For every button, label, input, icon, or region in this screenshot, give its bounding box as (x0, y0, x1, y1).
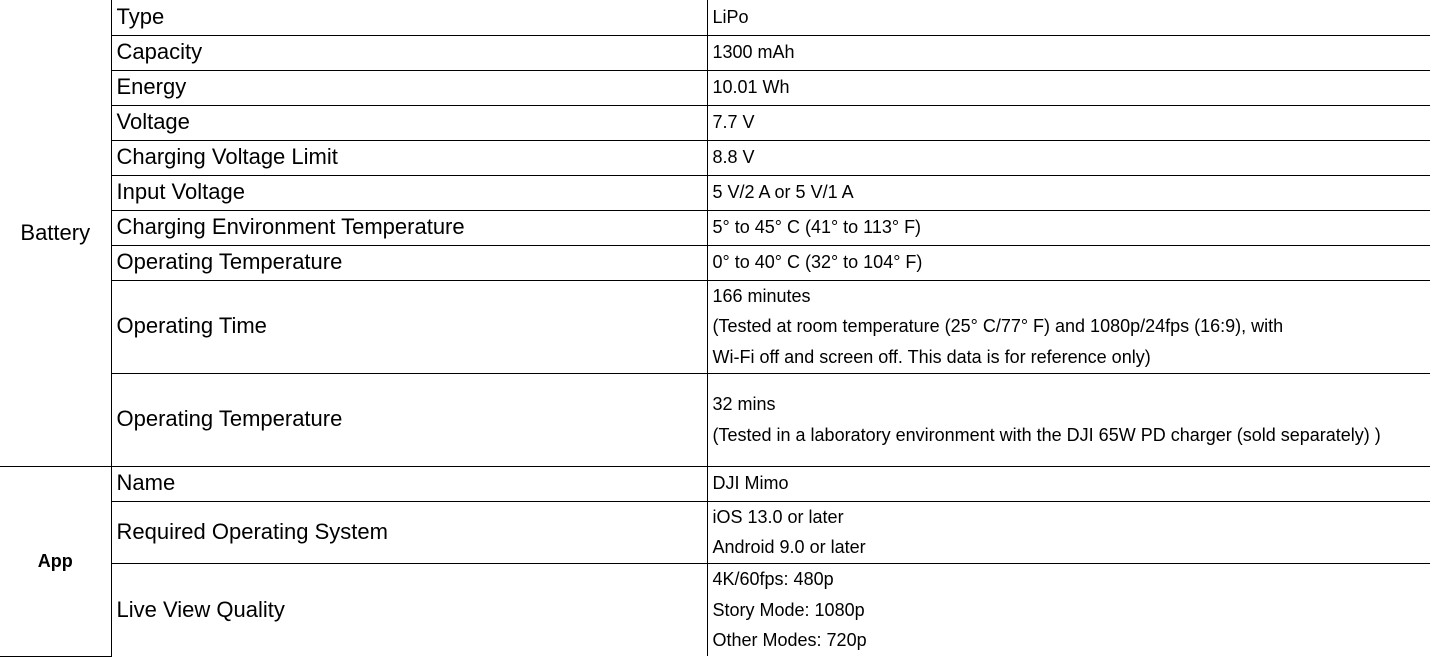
value-line: (Tested at room temperature (25° C/77° F) and 1080p/24fps (16:9), with (713, 311, 1430, 342)
spec-label-name: Name (111, 466, 707, 501)
spec-value-live-view-quality (707, 563, 1430, 656)
spec-value-capacity: 1300 mAh (707, 35, 1430, 70)
table-row (0, 466, 1430, 501)
battery-group-label: Battery (0, 0, 111, 466)
spec-label-required-operating-system: Required Operating System (111, 501, 707, 563)
spec-label-live-view-quality: Live View Quality (111, 563, 707, 656)
spec-label-charging-voltage-limit: Charging Voltage Limit (111, 140, 707, 175)
value-line: 4K/60fps: 480p (713, 564, 1430, 595)
table-row (0, 70, 1430, 105)
spec-value-input-voltage: 5 V/2 A or 5 V/1 A (707, 175, 1430, 210)
spec-label-type: Type (111, 0, 707, 35)
value-line: iOS 13.0 or later (713, 502, 1430, 533)
spec-value-operating-temperature: 0° to 40° C (32° to 104° F) (707, 245, 1430, 280)
value-line: Other Modes: 720p (713, 625, 1430, 656)
app-group-label: App (0, 466, 111, 656)
spec-label-input-voltage: Input Voltage (111, 175, 707, 210)
spec-value-operating-time (707, 280, 1430, 373)
spec-value-type: LiPo (707, 0, 1430, 35)
value-line: (Tested in a laboratory environment with the DJI 65W PD charger (sold separately) ) (713, 420, 1430, 451)
spec-value-charging-environment-temperature: 5° to 45° C (41° to 113° F) (707, 210, 1430, 245)
value-line: Android 9.0 or later (713, 532, 1430, 563)
value-line: Wi-Fi off and screen off. This data is for reference only) (713, 342, 1430, 373)
value-line: Story Mode: 1080p (713, 595, 1430, 626)
spec-value-charging-voltage-limit: 8.8 V (707, 140, 1430, 175)
table-row (0, 245, 1430, 280)
spec-value-required-operating-system (707, 501, 1430, 563)
spec-label-operating-temperature: Operating Temperature (111, 245, 707, 280)
table-row (0, 105, 1430, 140)
spec-label-voltage: Voltage (111, 105, 707, 140)
spec-label-charging-environment-temperature: Charging Environment Temperature (111, 210, 707, 245)
spec-label-operating-temperature-charging: Operating Temperature (111, 373, 707, 466)
table-row (0, 210, 1430, 245)
table-row (0, 501, 1430, 563)
table-row (0, 0, 1430, 35)
spec-value-voltage: 7.7 V (707, 105, 1430, 140)
table-row (0, 373, 1430, 466)
value-line: 166 minutes (713, 281, 1430, 312)
table-row (0, 175, 1430, 210)
table-row (0, 35, 1430, 70)
spec-value-energy: 10.01 Wh (707, 70, 1430, 105)
table-row (0, 280, 1430, 373)
table-row (0, 563, 1430, 656)
table-row (0, 140, 1430, 175)
spec-value-name: DJI Mimo (707, 466, 1430, 501)
spec-label-operating-time: Operating Time (111, 280, 707, 373)
spec-label-energy: Energy (111, 70, 707, 105)
value-line: 32 mins (713, 389, 1430, 420)
spec-value-charging-time (707, 373, 1430, 466)
spec-label-capacity: Capacity (111, 35, 707, 70)
